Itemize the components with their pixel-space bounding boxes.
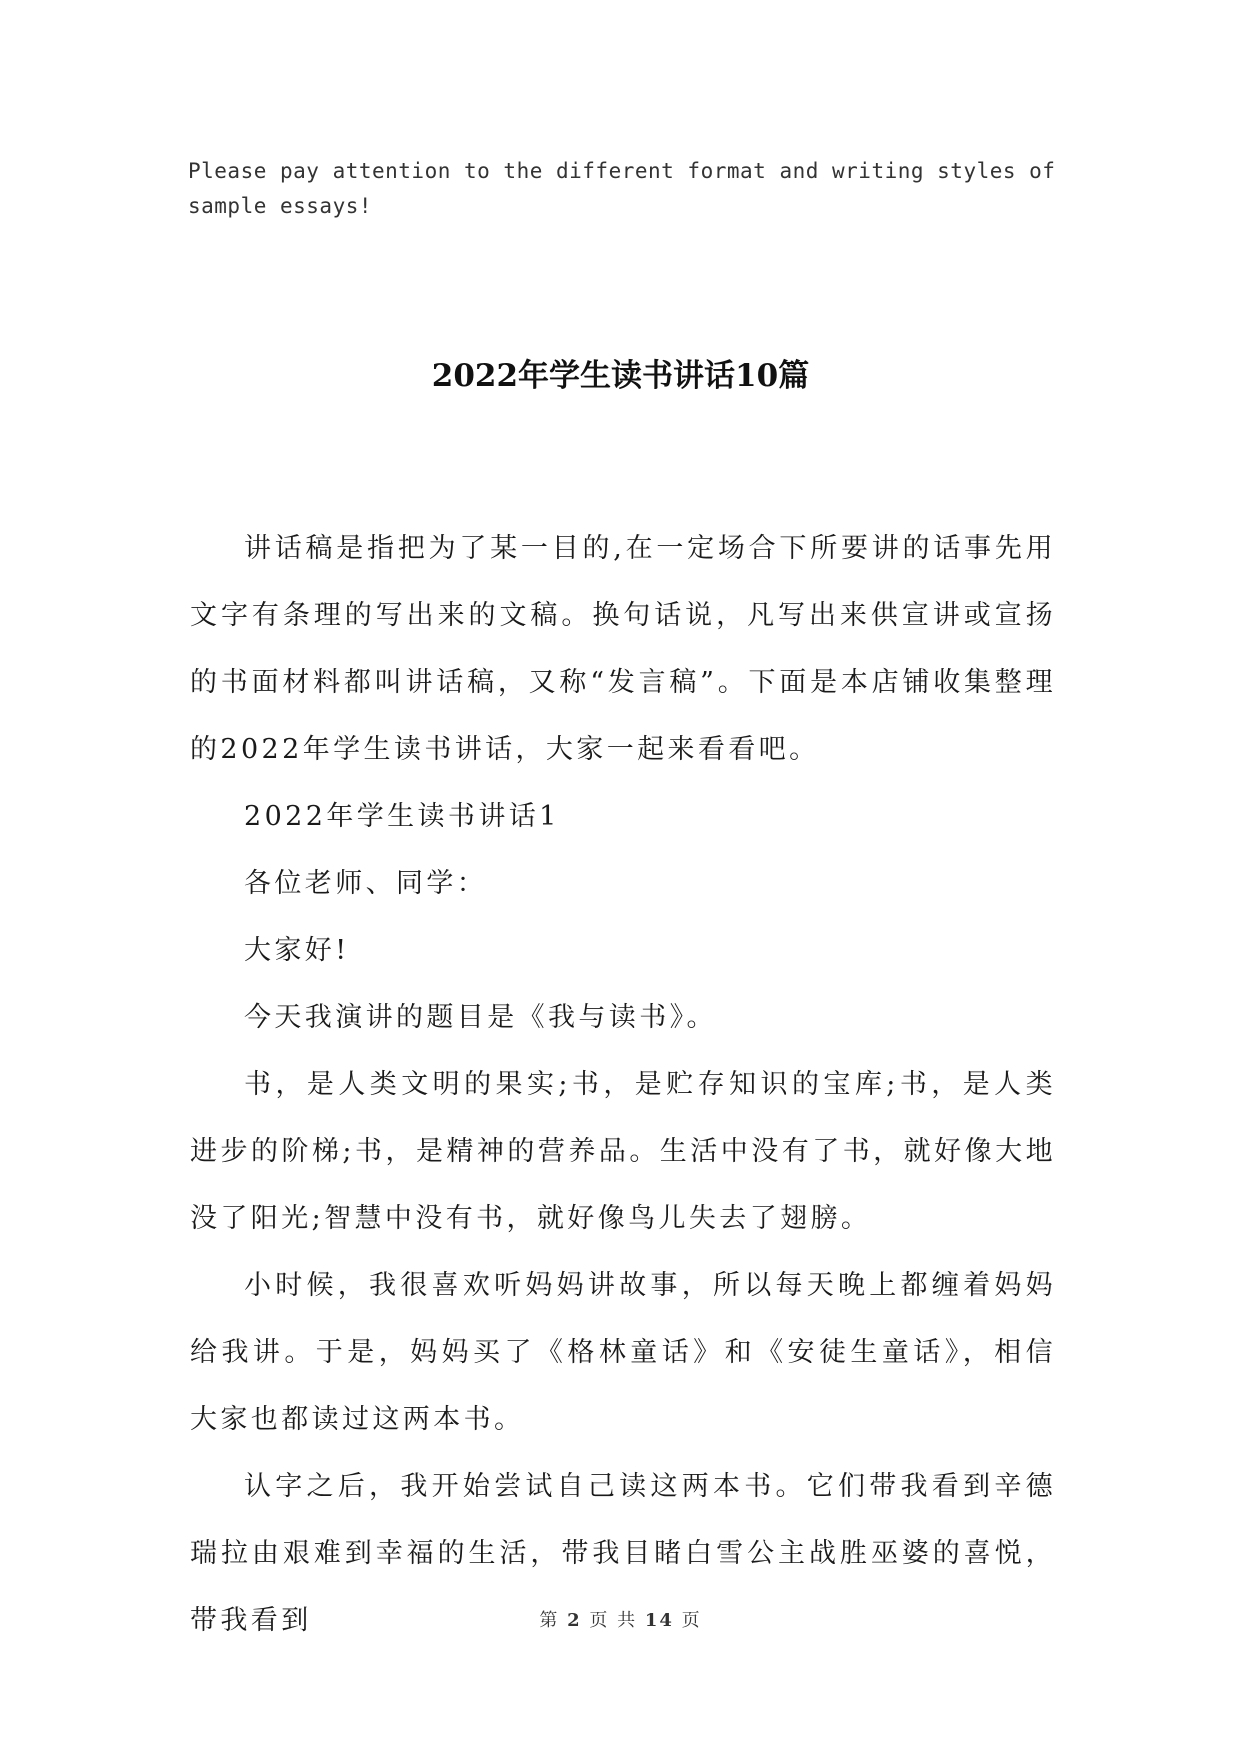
- document-title: 2022年学生读书讲话10篇: [431, 358, 810, 394]
- footer-prefix: 第: [539, 1610, 560, 1631]
- paragraph-topic: 今天我演讲的题目是《我与读书》。: [244, 1002, 717, 1033]
- paragraph-salutation: 各位老师、同学：: [244, 868, 488, 899]
- paragraph-intro: 讲话稿是指把为了某一目的,在一定场合下所要讲的话事先用文字有条理的写出来的文稿。换句话说，凡写出来供宣讲或宣扬的书面材料都叫讲话稿，又称“发言稿”。下面是本店铺收集整理的2022年学生读书讲话，大家一起来看看吧。: [190, 533, 1056, 765]
- footer-middle: 页 共: [589, 1610, 638, 1631]
- paragraph-body: 书，是人类文明的果实;书，是贮存知识的宝库;书，是人类进步的阶梯;书，是精神的营养品。生活中没有了书，就好像大地没了阳光;智慧中没有书，就好像鸟儿失去了翅膀。: [190, 1069, 1056, 1234]
- current-page-number: 2: [567, 1610, 582, 1631]
- document-body: [190, 515, 1056, 1654]
- page-footer: [0, 1606, 1241, 1632]
- footer-suffix: 页: [681, 1610, 702, 1631]
- format-notice: Please pay attention to the different format and writing styles of sample essays!: [188, 159, 1056, 218]
- paragraph-greeting: 大家好!: [244, 935, 350, 966]
- paragraph-section-heading: 2022年学生读书讲话1: [244, 801, 560, 832]
- paragraph-body: 小时候，我很喜欢听妈妈讲故事，所以每天晚上都缠着妈妈给我讲。于是，妈妈买了《格林童话》和《安徒生童话》，相信大家也都读过这两本书。: [190, 1270, 1056, 1435]
- total-pages-number: 14: [644, 1610, 674, 1631]
- paragraph-body: 认字之后，我开始尝试自己读这两本书。它们带我看到辛德瑞拉由艰难到幸福的生活，带我目睹白雪公主战胜巫婆的喜悦，带我看到: [190, 1471, 1056, 1636]
